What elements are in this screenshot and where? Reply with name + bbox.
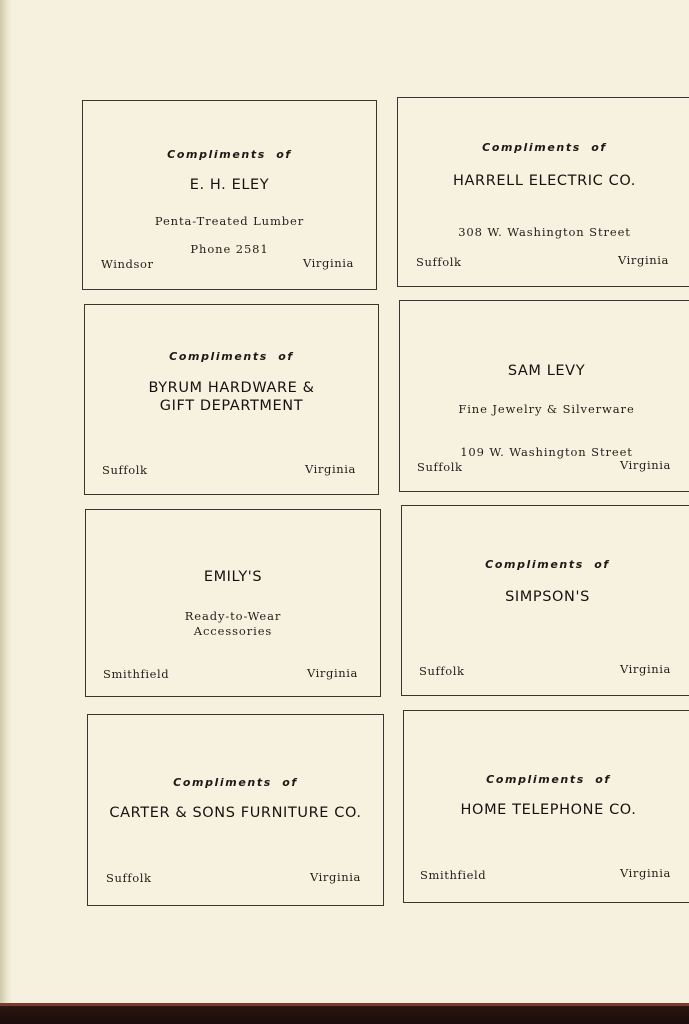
state-label: Virginia bbox=[304, 462, 356, 476]
ad-card-simpsons bbox=[401, 505, 689, 696]
city-label: Suffolk bbox=[102, 463, 148, 477]
state-label: Virginia bbox=[302, 256, 354, 270]
state-label: Virginia bbox=[619, 458, 671, 472]
state-label: Virginia bbox=[619, 866, 671, 880]
city-label: Windsor bbox=[101, 257, 154, 271]
state-label: Virginia bbox=[619, 662, 671, 676]
ad-card-harrell-electric bbox=[397, 97, 689, 287]
business-description: Penta-Treated Lumber bbox=[154, 214, 305, 228]
city-label: Suffolk bbox=[416, 255, 462, 269]
ad-card-eh-eley bbox=[82, 100, 377, 290]
business-phone: Phone 2581 bbox=[190, 242, 269, 256]
city-label: Smithfield bbox=[420, 868, 487, 882]
business-name: HOME TELEPHONE CO. bbox=[460, 802, 637, 818]
business-name-line-2: GIFT DEPARTMENT bbox=[159, 398, 304, 414]
business-name: E. H. ELEY bbox=[189, 177, 270, 193]
business-name: EMILY'S bbox=[203, 569, 263, 585]
ad-card-carter-sons bbox=[87, 714, 384, 906]
compliments-of-label: Compliments of bbox=[486, 773, 611, 786]
business-description-line-1: Ready-to-Wear bbox=[184, 609, 282, 623]
page-spine-shadow bbox=[0, 0, 12, 1024]
business-description: Fine Jewelry & Silverware bbox=[458, 402, 635, 416]
city-label: Suffolk bbox=[106, 871, 152, 885]
ad-card-byrum-hardware bbox=[84, 304, 379, 495]
business-name: HARRELL ELECTRIC CO. bbox=[453, 173, 636, 189]
cover-edge-ridge bbox=[0, 1003, 689, 1006]
ad-card-home-telephone bbox=[403, 710, 689, 903]
state-label: Virginia bbox=[617, 253, 669, 267]
business-name: SIMPSON'S bbox=[505, 589, 590, 605]
ad-card-emilys bbox=[85, 509, 381, 697]
compliments-of-label: Compliments of bbox=[173, 776, 298, 789]
state-label: Virginia bbox=[306, 666, 358, 680]
compliments-of-label: Compliments of bbox=[167, 148, 292, 161]
business-name: SAM LEVY bbox=[507, 363, 586, 379]
book-cover-edge bbox=[0, 1003, 689, 1024]
compliments-of-label: Compliments of bbox=[485, 558, 610, 571]
compliments-of-label: Compliments of bbox=[482, 141, 607, 154]
city-label: Smithfield bbox=[103, 667, 170, 681]
business-description-line-2: Accessories bbox=[193, 624, 273, 638]
city-label: Suffolk bbox=[419, 664, 465, 678]
business-address: 308 W. Washington Street bbox=[458, 225, 631, 239]
business-name-line-1: BYRUM HARDWARE & bbox=[148, 380, 315, 396]
business-address: 109 W. Washington Street bbox=[460, 445, 633, 459]
business-name: CARTER & SONS FURNITURE CO. bbox=[109, 805, 362, 821]
state-label: Virginia bbox=[309, 870, 361, 884]
city-label: Suffolk bbox=[417, 460, 463, 474]
ad-card-sam-levy bbox=[399, 300, 689, 492]
compliments-of-label: Compliments of bbox=[169, 350, 294, 363]
